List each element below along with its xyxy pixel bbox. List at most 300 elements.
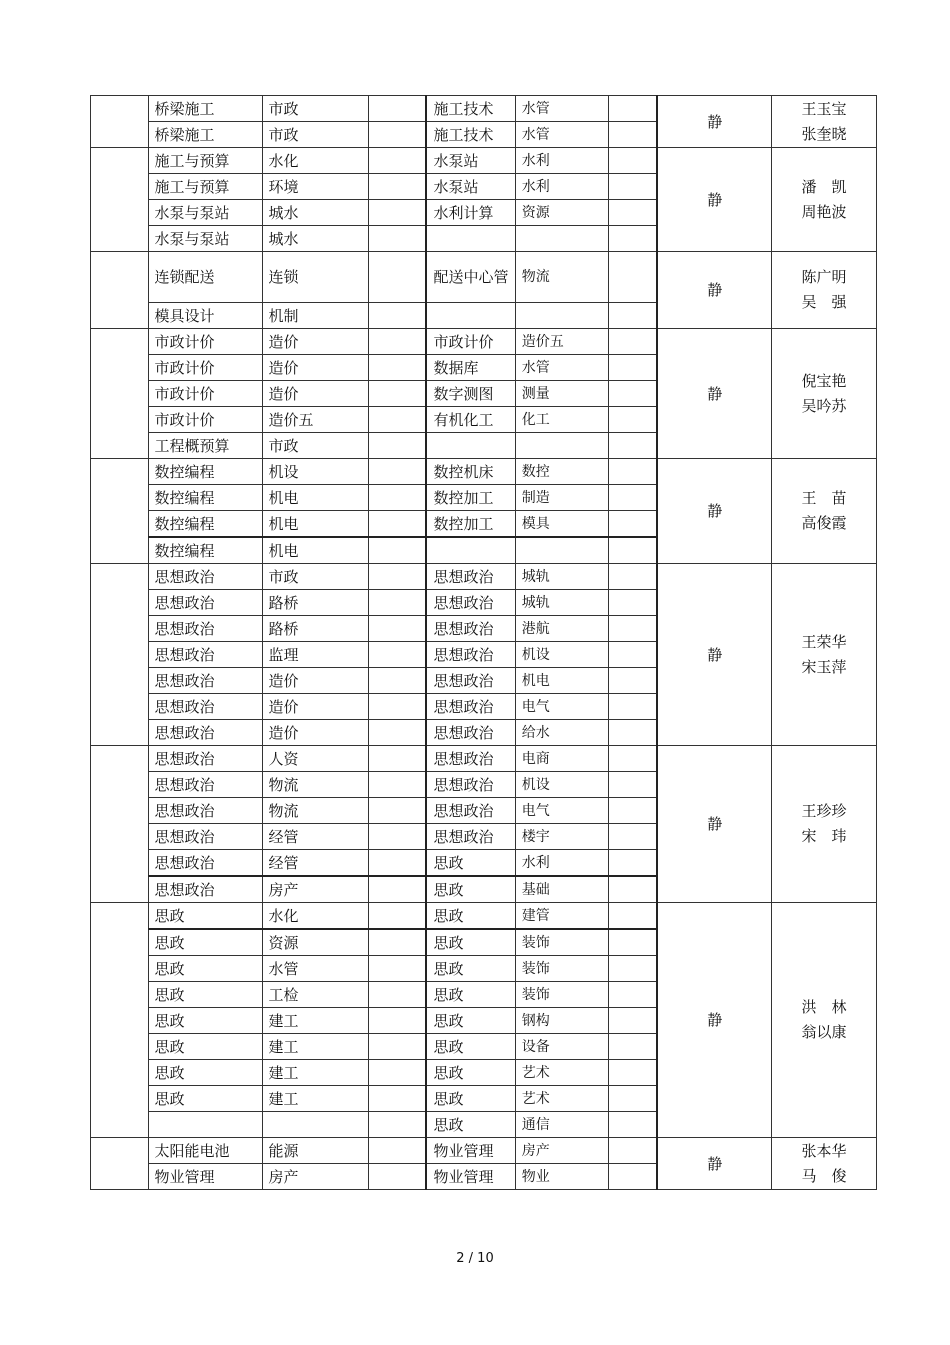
major-cell: 楼宇 [515, 824, 608, 850]
major-cell: 连锁 [262, 252, 369, 303]
major-cell: 给水 [515, 720, 608, 746]
course-cell: 思政 [426, 876, 515, 903]
blank-cell [608, 174, 657, 200]
major-cell: 水化 [262, 903, 369, 930]
blank-cell [608, 982, 657, 1008]
blank-cell [608, 668, 657, 694]
blank-cell [608, 850, 657, 877]
major-cell: 城水 [262, 226, 369, 252]
teacher-name: 王荣华 [801, 632, 847, 651]
blank-cell [369, 642, 427, 668]
course-cell: 物业管理 [426, 1138, 515, 1164]
teacher-cell [771, 746, 876, 903]
teacher-name: 王玉宝 [801, 99, 847, 118]
blank-cell [608, 381, 657, 407]
blank-cell [608, 903, 657, 930]
schedule-table [90, 95, 877, 1190]
blank-cell [608, 148, 657, 174]
major-cell: 装饰 [515, 956, 608, 982]
major-cell: 水化 [262, 148, 369, 174]
course-cell: 思想政治 [148, 590, 262, 616]
course-cell: 水泵与泵站 [148, 226, 262, 252]
course-cell [426, 537, 515, 564]
course-cell: 思想政治 [148, 772, 262, 798]
blank-cell [369, 1164, 427, 1190]
group-index-cell [91, 148, 149, 252]
group-index-cell [91, 459, 149, 564]
blank-cell [369, 1086, 427, 1112]
major-cell [515, 537, 608, 564]
blank-cell [608, 564, 657, 590]
teacher-cell [771, 329, 876, 459]
course-cell: 数字测图 [426, 381, 515, 407]
major-cell: 水管 [262, 956, 369, 982]
blank-cell [369, 355, 427, 381]
major-cell: 艺术 [515, 1086, 608, 1112]
blank-cell [369, 564, 427, 590]
course-cell: 施工技术 [426, 96, 515, 122]
blank-cell [608, 252, 657, 303]
blank-cell [369, 381, 427, 407]
teacher-cell [771, 1138, 876, 1190]
major-cell: 造价 [262, 720, 369, 746]
major-cell: 电气 [515, 798, 608, 824]
course-cell: 思想政治 [148, 694, 262, 720]
major-cell: 制造 [515, 485, 608, 511]
course-cell: 思想政治 [426, 668, 515, 694]
course-cell: 数控编程 [148, 537, 262, 564]
major-cell: 环境 [262, 174, 369, 200]
blank-cell [608, 772, 657, 798]
teacher-name: 陈广明 [801, 268, 847, 286]
blank-cell [369, 433, 427, 459]
blank-cell [369, 459, 427, 485]
major-cell: 化工 [515, 407, 608, 433]
course-cell: 连锁配送 [148, 252, 262, 303]
course-cell: 思想政治 [148, 642, 262, 668]
course-cell: 水泵站 [426, 148, 515, 174]
group-index-cell [91, 1138, 149, 1190]
course-cell: 思想政治 [148, 876, 262, 903]
status-cell: 静 [657, 96, 771, 148]
blank-cell [369, 303, 427, 329]
blank-cell [369, 590, 427, 616]
major-cell: 水管 [515, 122, 608, 148]
course-cell: 思想政治 [426, 590, 515, 616]
blank-cell [369, 694, 427, 720]
course-cell: 市政计价 [148, 381, 262, 407]
course-cell: 数控加工 [426, 511, 515, 538]
course-cell: 有机化工 [426, 407, 515, 433]
major-cell: 机电 [262, 537, 369, 564]
blank-cell [608, 720, 657, 746]
blank-cell [608, 746, 657, 772]
major-cell: 城轨 [515, 590, 608, 616]
course-cell: 思想政治 [426, 798, 515, 824]
teacher-name: 马 俊 [801, 1166, 847, 1185]
course-cell: 施工技术 [426, 122, 515, 148]
major-cell: 路桥 [262, 590, 369, 616]
blank-cell [608, 355, 657, 381]
course-cell: 施工与预算 [148, 174, 262, 200]
major-cell: 机设 [262, 459, 369, 485]
blank-cell [608, 824, 657, 850]
course-cell: 数控加工 [426, 485, 515, 511]
course-cell: 思政 [426, 1060, 515, 1086]
group-index-cell [91, 903, 149, 1138]
blank-cell [369, 1008, 427, 1034]
status-cell: 静 [657, 746, 771, 903]
group-index-cell [91, 96, 149, 148]
blank-cell [608, 1086, 657, 1112]
major-cell: 装饰 [515, 929, 608, 956]
blank-cell [608, 433, 657, 459]
blank-cell [369, 876, 427, 903]
blank-cell [369, 174, 427, 200]
major-cell [515, 433, 608, 459]
teacher-cell [771, 252, 876, 329]
major-cell: 经管 [262, 850, 369, 877]
course-cell: 水泵与泵站 [148, 200, 262, 226]
course-cell: 思政 [426, 1086, 515, 1112]
blank-cell [608, 1008, 657, 1034]
course-cell: 思政 [148, 929, 262, 956]
major-cell [262, 1112, 369, 1138]
status-cell: 静 [657, 148, 771, 252]
course-cell: 思想政治 [148, 746, 262, 772]
course-cell: 思想政治 [426, 564, 515, 590]
course-cell: 思想政治 [426, 642, 515, 668]
course-cell: 思政 [148, 1060, 262, 1086]
course-cell: 思政 [426, 929, 515, 956]
major-cell: 艺术 [515, 1060, 608, 1086]
course-cell: 配送中心管 [426, 252, 515, 303]
blank-cell [369, 537, 427, 564]
blank-cell [608, 200, 657, 226]
teacher-name: 张奎晓 [801, 124, 847, 143]
blank-cell [608, 485, 657, 511]
table-row [91, 903, 877, 930]
blank-cell [369, 96, 427, 122]
major-cell: 城水 [262, 200, 369, 226]
major-cell: 建工 [262, 1086, 369, 1112]
course-cell: 市政计价 [148, 355, 262, 381]
teacher-name: 宋 玮 [801, 827, 847, 845]
major-cell: 路桥 [262, 616, 369, 642]
blank-cell [608, 511, 657, 538]
blank-cell [369, 772, 427, 798]
major-cell: 港航 [515, 616, 608, 642]
teacher-cell [771, 564, 876, 746]
page-number: 2 / 10 [456, 1251, 494, 1266]
course-cell: 思想政治 [148, 798, 262, 824]
major-cell: 物流 [515, 252, 608, 303]
blank-cell [369, 929, 427, 956]
course-cell: 桥梁施工 [148, 122, 262, 148]
blank-cell [369, 200, 427, 226]
blank-cell [608, 1060, 657, 1086]
teacher-name: 倪宝艳 [801, 371, 847, 390]
major-cell: 房产 [262, 1164, 369, 1190]
teacher-cell [771, 459, 876, 564]
course-cell: 思政 [148, 903, 262, 930]
course-cell: 思想政治 [426, 720, 515, 746]
blank-cell [608, 122, 657, 148]
status-cell: 静 [657, 329, 771, 459]
course-cell: 数控编程 [148, 459, 262, 485]
blank-cell [369, 903, 427, 930]
major-cell [515, 303, 608, 329]
blank-cell [369, 511, 427, 538]
table-row [91, 148, 877, 174]
major-cell: 建工 [262, 1060, 369, 1086]
group-index-cell [91, 746, 149, 903]
status-cell: 静 [657, 564, 771, 746]
blank-cell [608, 1138, 657, 1164]
blank-cell [369, 746, 427, 772]
major-cell: 模具 [515, 511, 608, 538]
course-cell: 桥梁施工 [148, 96, 262, 122]
blank-cell [608, 876, 657, 903]
blank-cell [608, 1034, 657, 1060]
blank-cell [608, 407, 657, 433]
major-cell: 机制 [262, 303, 369, 329]
major-cell: 装饰 [515, 982, 608, 1008]
course-cell [426, 303, 515, 329]
major-cell: 房产 [262, 876, 369, 903]
major-cell: 市政 [262, 433, 369, 459]
course-cell: 思想政治 [426, 616, 515, 642]
major-cell: 资源 [262, 929, 369, 956]
blank-cell [369, 1034, 427, 1060]
blank-cell [369, 824, 427, 850]
blank-cell [369, 720, 427, 746]
course-cell: 水泵站 [426, 174, 515, 200]
major-cell: 造价 [262, 668, 369, 694]
blank-cell [369, 982, 427, 1008]
teacher-name: 吴 强 [801, 293, 847, 311]
course-cell [426, 433, 515, 459]
course-cell: 思政 [148, 956, 262, 982]
major-cell: 造价五 [515, 329, 608, 355]
teacher-name: 宋玉萍 [801, 657, 847, 676]
major-cell: 造价五 [262, 407, 369, 433]
major-cell: 造价 [262, 694, 369, 720]
major-cell: 机设 [515, 642, 608, 668]
table-row [91, 459, 877, 485]
major-cell: 城轨 [515, 564, 608, 590]
course-cell: 思想政治 [148, 616, 262, 642]
teacher-cell [771, 96, 876, 148]
course-cell: 市政计价 [148, 407, 262, 433]
major-cell: 市政 [262, 96, 369, 122]
major-cell: 市政 [262, 564, 369, 590]
blank-cell [608, 459, 657, 485]
major-cell: 机设 [515, 772, 608, 798]
table-row [91, 329, 877, 355]
major-cell: 物流 [262, 772, 369, 798]
major-cell: 造价 [262, 355, 369, 381]
course-cell: 思想政治 [426, 746, 515, 772]
course-cell: 施工与预算 [148, 148, 262, 174]
blank-cell [369, 485, 427, 511]
course-cell: 数控编程 [148, 485, 262, 511]
major-cell: 机电 [262, 511, 369, 538]
course-cell: 思政 [426, 982, 515, 1008]
course-cell: 思政 [148, 1008, 262, 1034]
major-cell [515, 226, 608, 252]
major-cell: 数控 [515, 459, 608, 485]
blank-cell [369, 122, 427, 148]
blank-cell [369, 1060, 427, 1086]
major-cell: 电气 [515, 694, 608, 720]
course-cell [148, 1112, 262, 1138]
blank-cell [369, 226, 427, 252]
blank-cell [608, 1164, 657, 1190]
course-cell: 工程概预算 [148, 433, 262, 459]
major-cell: 资源 [515, 200, 608, 226]
teacher-cell [771, 148, 876, 252]
major-cell: 造价 [262, 329, 369, 355]
course-cell: 思想政治 [148, 850, 262, 877]
blank-cell [608, 329, 657, 355]
table-row [91, 1138, 877, 1164]
blank-cell [369, 850, 427, 877]
major-cell: 设备 [515, 1034, 608, 1060]
course-cell: 思政 [426, 1034, 515, 1060]
blank-cell [369, 798, 427, 824]
major-cell: 水管 [515, 355, 608, 381]
teacher-name: 张本华 [801, 1141, 847, 1160]
major-cell: 电商 [515, 746, 608, 772]
teacher-cell [771, 903, 876, 1138]
teacher-name: 王 苗 [801, 489, 847, 507]
course-cell: 思想政治 [148, 720, 262, 746]
blank-cell [608, 642, 657, 668]
major-cell: 建工 [262, 1008, 369, 1034]
blank-cell [369, 148, 427, 174]
major-cell: 能源 [262, 1138, 369, 1164]
table-row [91, 564, 877, 590]
course-cell: 思政 [426, 1112, 515, 1138]
blank-cell [608, 226, 657, 252]
course-cell: 思政 [426, 903, 515, 930]
teacher-name: 翁以康 [801, 1023, 847, 1041]
blank-cell [608, 929, 657, 956]
table-row [91, 252, 877, 303]
major-cell: 房产 [515, 1138, 608, 1164]
major-cell: 造价 [262, 381, 369, 407]
blank-cell [369, 252, 427, 303]
course-cell: 思政 [426, 850, 515, 877]
major-cell: 机电 [262, 485, 369, 511]
course-cell: 物业管理 [426, 1164, 515, 1190]
teacher-name: 高俊霞 [801, 514, 847, 532]
course-cell: 市政计价 [426, 329, 515, 355]
blank-cell [369, 668, 427, 694]
course-cell: 数据库 [426, 355, 515, 381]
major-cell: 建管 [515, 903, 608, 930]
course-cell: 数控机床 [426, 459, 515, 485]
course-cell: 思政 [148, 982, 262, 1008]
blank-cell [369, 1138, 427, 1164]
teacher-name: 吴吟苏 [801, 396, 847, 415]
course-cell: 市政计价 [148, 329, 262, 355]
blank-cell [608, 537, 657, 564]
blank-cell [608, 694, 657, 720]
status-cell: 静 [657, 252, 771, 329]
group-index-cell [91, 252, 149, 329]
blank-cell [608, 798, 657, 824]
blank-cell [608, 1112, 657, 1138]
status-cell: 静 [657, 1138, 771, 1190]
major-cell: 基础 [515, 876, 608, 903]
course-cell [426, 226, 515, 252]
teacher-name: 王珍珍 [801, 802, 847, 820]
major-cell: 水利 [515, 174, 608, 200]
course-cell: 思政 [426, 1008, 515, 1034]
course-cell: 模具设计 [148, 303, 262, 329]
course-cell: 思政 [148, 1086, 262, 1112]
course-cell: 思政 [148, 1034, 262, 1060]
major-cell: 测量 [515, 381, 608, 407]
major-cell: 市政 [262, 122, 369, 148]
group-index-cell [91, 564, 149, 746]
major-cell: 物流 [262, 798, 369, 824]
major-cell: 水管 [515, 96, 608, 122]
major-cell: 人资 [262, 746, 369, 772]
teacher-name: 潘 凯 [801, 177, 847, 196]
course-cell: 水利计算 [426, 200, 515, 226]
course-cell: 物业管理 [148, 1164, 262, 1190]
table-row [91, 746, 877, 772]
course-cell: 思想政治 [148, 564, 262, 590]
blank-cell [608, 616, 657, 642]
major-cell: 水利 [515, 148, 608, 174]
table-row [91, 96, 877, 122]
teacher-name: 洪 林 [801, 998, 847, 1016]
course-cell: 思政 [426, 956, 515, 982]
blank-cell [608, 956, 657, 982]
course-cell: 数控编程 [148, 511, 262, 538]
blank-cell [369, 407, 427, 433]
course-cell: 思想政治 [426, 694, 515, 720]
blank-cell [608, 590, 657, 616]
major-cell: 通信 [515, 1112, 608, 1138]
blank-cell [608, 96, 657, 122]
major-cell: 经管 [262, 824, 369, 850]
course-cell: 太阳能电池 [148, 1138, 262, 1164]
blank-cell [369, 956, 427, 982]
blank-cell [369, 616, 427, 642]
teacher-name: 周艳波 [801, 202, 847, 221]
major-cell: 工检 [262, 982, 369, 1008]
blank-cell [369, 1112, 427, 1138]
major-cell: 钢构 [515, 1008, 608, 1034]
major-cell: 水利 [515, 850, 608, 877]
blank-cell [608, 303, 657, 329]
major-cell: 建工 [262, 1034, 369, 1060]
group-index-cell [91, 329, 149, 459]
major-cell: 监理 [262, 642, 369, 668]
course-cell: 思想政治 [148, 668, 262, 694]
course-cell: 思想政治 [426, 772, 515, 798]
blank-cell [369, 329, 427, 355]
course-cell: 思想政治 [426, 824, 515, 850]
status-cell: 静 [657, 459, 771, 564]
course-cell: 思想政治 [148, 824, 262, 850]
major-cell: 物业 [515, 1164, 608, 1190]
